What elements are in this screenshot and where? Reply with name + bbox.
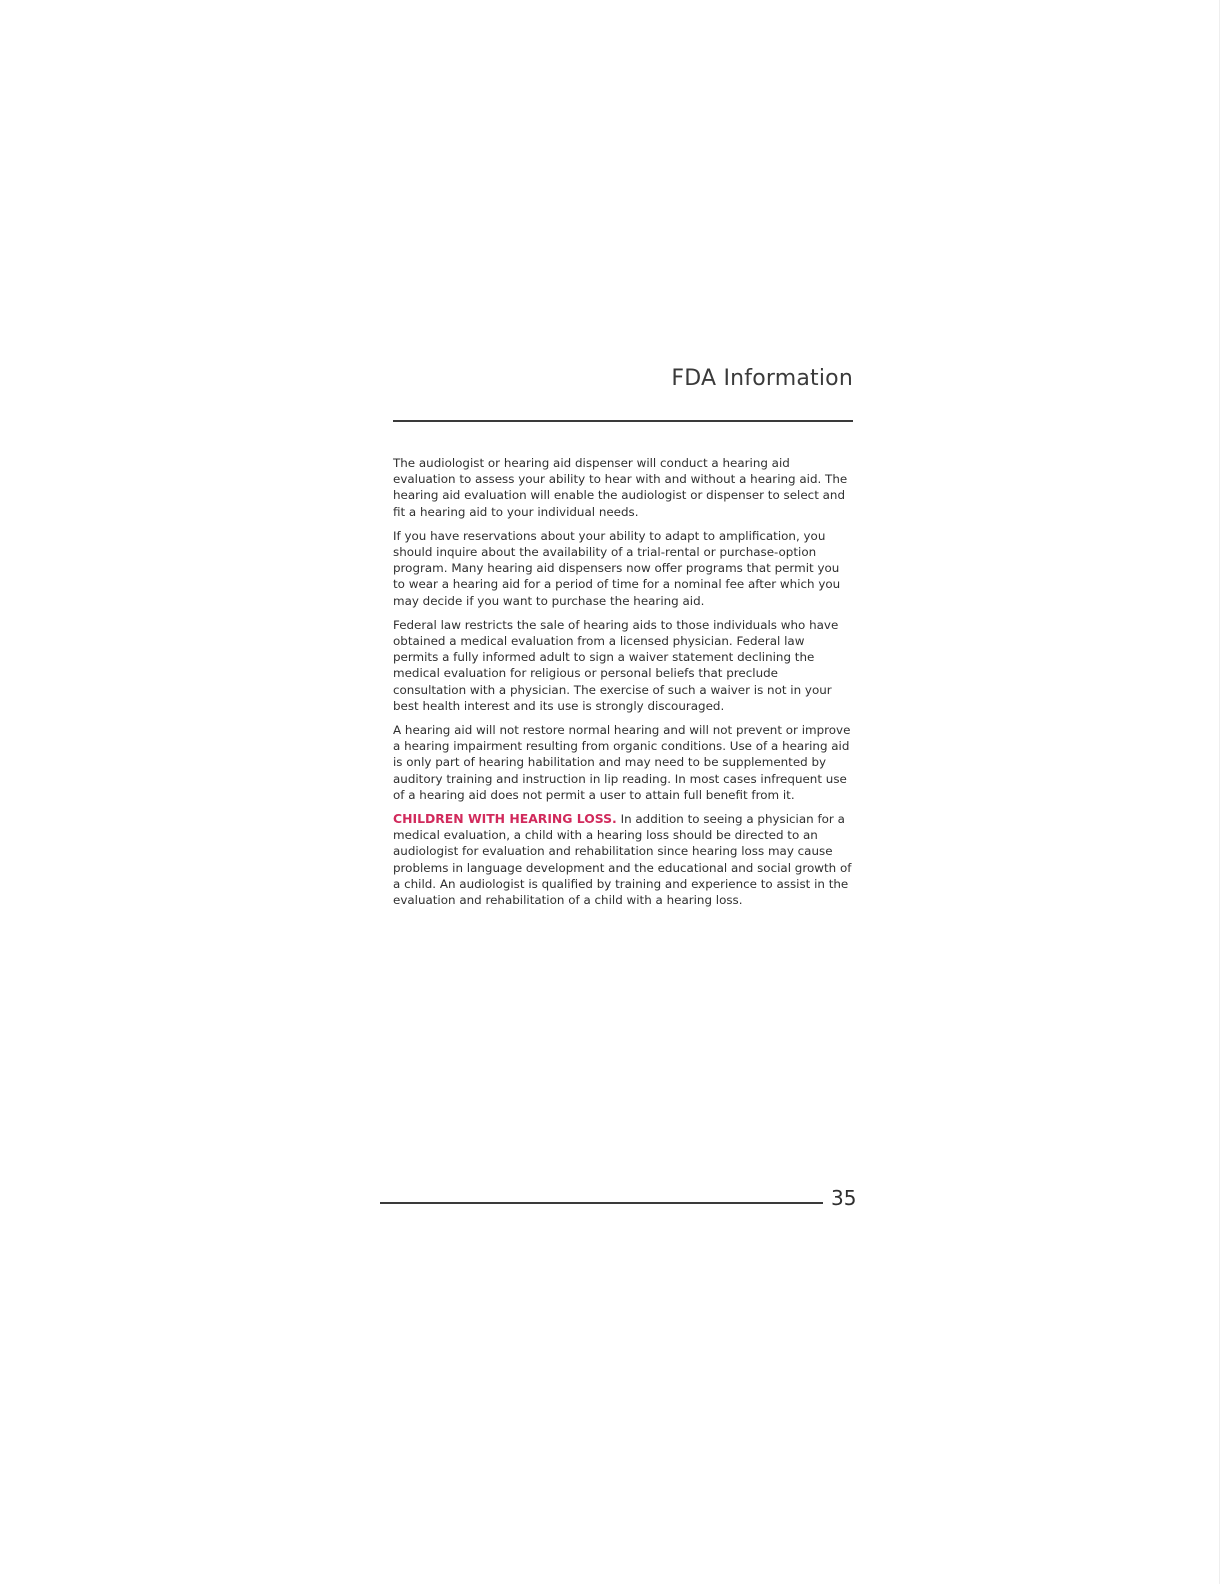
page-edge: [1219, 0, 1220, 1584]
paragraph-evaluation: The audiologist or hearing aid dispenser will conduct a hearing aid evaluation to assess your ability to hear with and without a hearing aid. The hearing aid evaluation will enable the audiologist or dispenser to select and fit a hearing aid to your individual needs.: [393, 456, 848, 519]
children-text: In addition to seeing a physician for a medical evaluation, a child with a hearing loss should be directed to an audiologist for evaluation and rehabilitation since hearing loss may cause problems in language development and the educational and social growth of a child. An audiologist is qualified by training and experience to assist in the evaluation and rehabilitation of a child with a hearing loss.: [393, 812, 852, 908]
body-text: [393, 455, 853, 916]
paragraph-children: [393, 811, 853, 908]
footer-divider: [380, 1202, 823, 1204]
header-divider: [393, 420, 853, 422]
children-heading: CHILDREN WITH HEARING LOSS.: [393, 811, 617, 827]
page-title: FDA Information: [671, 366, 853, 391]
paragraph-federal-law: Federal law restricts the sale of hearing aids to those individuals who have obtained a medical evaluation from a licensed physician. Federal law permits a fully informed adult to sign a waiver statement declining the medical evaluation for religious or personal beliefs that preclude consultation with a physician. The exercise of such a waiver is not in your best health interest and its use is strongly discouraged.: [393, 617, 839, 713]
page-number: 35: [831, 1186, 857, 1210]
paragraph-trial-rental: If you have reservations about your ability to adapt to amplification, you should inquire about the availability of a trial-rental or purchase-option program. Many hearing aid dispensers now offer programs that permit you to wear a hearing aid for a period of time for a nominal fee after which you may decide if you want to purchase the hearing aid.: [393, 528, 841, 608]
paragraph-limitations: A hearing aid will not restore normal hearing and will not prevent or improve a hearing impairment resulting from organic conditions. Use of a hearing aid is only part of hearing habilitation and may need to be supplemented by auditory training and instruction in lip reading. In most cases infrequent use of a hearing aid does not permit a user to attain full benefit from it.: [393, 723, 851, 802]
